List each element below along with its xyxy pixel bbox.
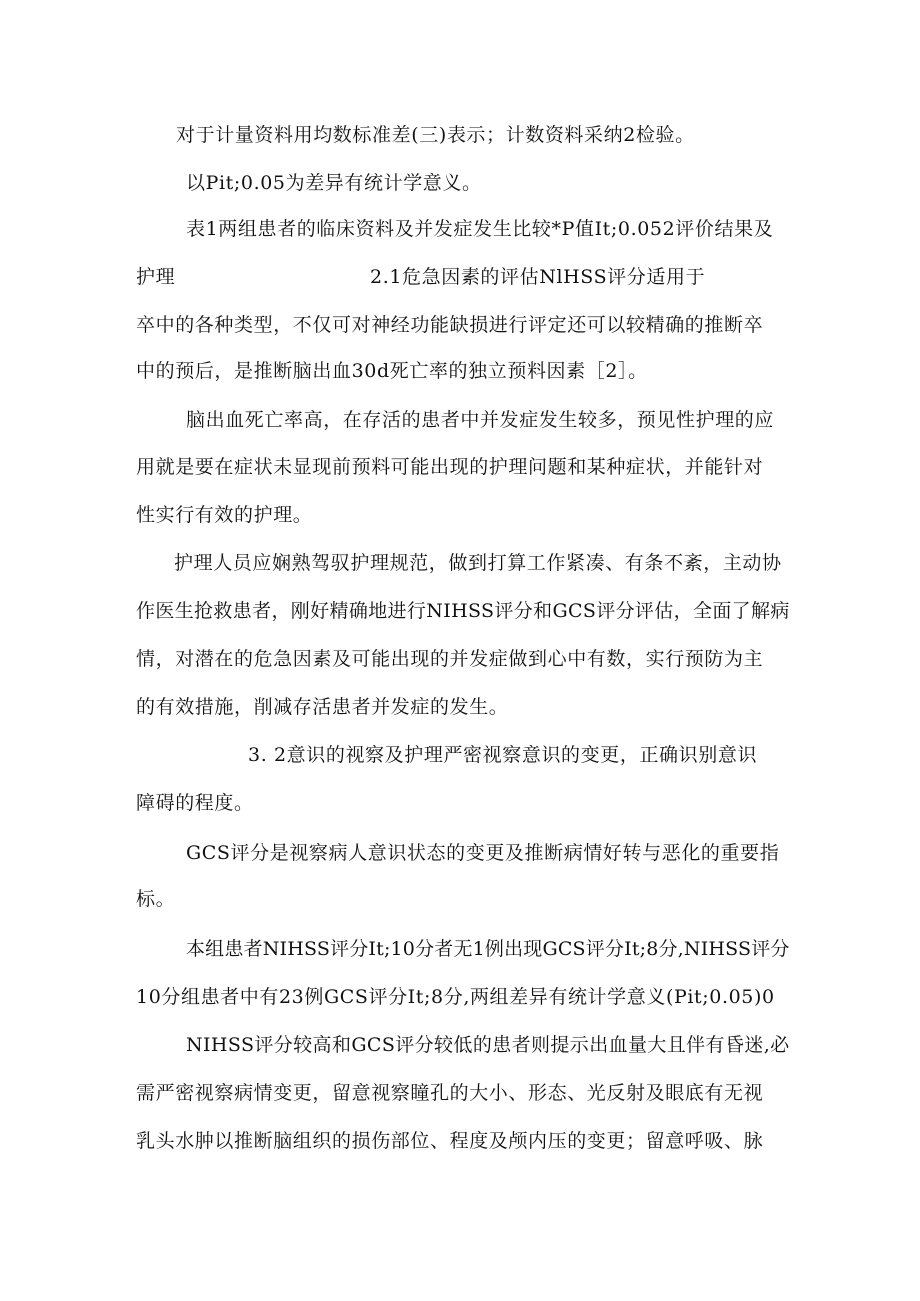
- text-line: 3. 2意识的视察及护理严密视察意识的变更，正确识别意识: [248, 744, 758, 766]
- text-line: 性实行有效的护理。: [136, 504, 313, 526]
- text-line: 用就是要在症状未显现前预料可能出现的护理问题和某种症状，并能针对: [136, 456, 764, 478]
- text-line: 以Pit;0.05为差异有统计学意义。: [186, 172, 482, 194]
- text-line: 情，对潜在的危急因素及可能出现的并发症做到心中有数，实行预防为主: [136, 648, 764, 670]
- text-line: 护理: [136, 266, 176, 288]
- text-line: 对于计量资料用均数标准差(三)表示；计数资料采纳2检验。: [176, 124, 695, 146]
- text-line: 标。: [136, 888, 176, 910]
- text-line: 护理人员应娴熟驾驭护理规范，做到打算工作紧凑、有条不紊，主动协: [174, 552, 782, 574]
- text-line: 2.1危急因素的评估NlHSS评分适用于: [370, 266, 706, 288]
- text-line: 表1两组患者的临床资料及并发症发生比较*P值It;0.052评价结果及: [186, 218, 774, 240]
- text-line: 脑出血死亡率高，在存活的患者中并发症发生较多，预见性护理的应: [186, 409, 775, 431]
- text-line: 乳头水肿以推断脑组织的损伤部位、程度及颅内压的变更；留意呼吸、脉: [136, 1130, 764, 1152]
- text-line: NIHSS评分较高和GCS评分较低的患者则提示出血量大且伴有昏迷,必: [186, 1034, 790, 1056]
- text-line: 10分组患者中有23例GCS评分It;8分,两组差异有统计学意义(Pit;0.05)0: [136, 986, 775, 1008]
- text-line: 障碍的程度。: [136, 792, 254, 814]
- text-line: 本组患者NIHSS评分It;10分者无1例出现GCS评分It;8分,NIHSS评分: [186, 938, 790, 960]
- text-line: GCS评分是视察病人意识状态的变更及推断病情好转与恶化的重要指: [186, 842, 780, 864]
- text-line: 中的预后，是推断脑出血30d死亡率的独立预料因素［2］。: [136, 360, 648, 382]
- text-line: 需严密视察病情变更，留意视察瞳孔的大小、形态、光反射及眼底有无视: [136, 1082, 764, 1104]
- text-line: 卒中的各种类型，不仅可对神经功能缺损进行评定还可以较精确的推断卒: [136, 314, 764, 336]
- text-line: 的有效措施，削减存活患者并发症的发生。: [136, 696, 509, 718]
- text-line: 作医生抢救患者，刚好精确地进行NIHSS评分和GCS评分评估，全面了解病: [136, 600, 790, 622]
